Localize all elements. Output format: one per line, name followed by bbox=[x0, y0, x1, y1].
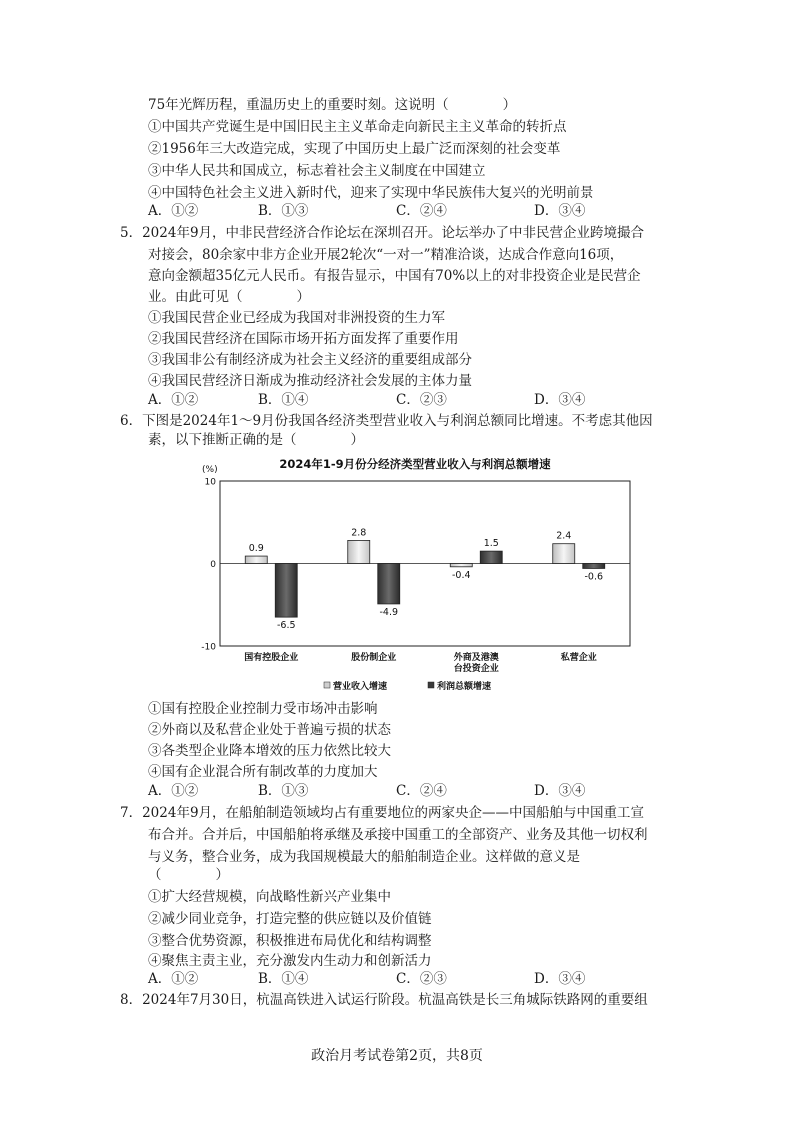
bar-chart bbox=[190, 453, 640, 703]
q4-stem-line: 75年光辉历程，重温历史上的重要时刻。这说明（ ） bbox=[148, 97, 517, 113]
q4-item-1: ①中国共产党诞生是中国旧民主主义革命走向新民主主义革命的转折点 bbox=[148, 119, 567, 135]
q6-option-d: D．③④ bbox=[534, 783, 586, 799]
q7-item-1: ①扩大经营规模，向战略性新兴产业集中 bbox=[148, 889, 391, 905]
category-label: 台投资企业 bbox=[453, 664, 499, 674]
bar-revenue bbox=[245, 556, 267, 563]
bar-revenue bbox=[348, 540, 370, 563]
chart-legend bbox=[324, 680, 491, 692]
q8-stem-line-1: 8．2024年7月30日，杭温高铁进入试运行阶段。杭温高铁是长三角城际铁路网的重要组 bbox=[120, 992, 648, 1008]
y-tick-label: 10 bbox=[204, 477, 216, 488]
q7-stem-line-1: 7．2024年9月，在船舶制造领域均占有重要地位的两家央企——中国船舶与中国重工宣 bbox=[120, 805, 645, 821]
bar-value-label: -4.9 bbox=[379, 606, 399, 618]
q6-item-2: ②外商以及私营企业处于普遍亏损的状态 bbox=[148, 722, 391, 738]
y-axis-unit-label: (%) bbox=[202, 465, 218, 475]
q6-option-a: A．①② bbox=[148, 783, 199, 799]
q6-item-4: ④国有企业混合所有制改革的力度加大 bbox=[148, 764, 378, 780]
y-tick-label: 0 bbox=[210, 560, 216, 570]
y-tick-label: -10 bbox=[201, 642, 216, 653]
q7-stem-line-4: （ ） bbox=[148, 867, 229, 883]
q7-item-2: ②减少同业竞争，打造完整的供应链以及价值链 bbox=[148, 911, 432, 927]
q6-option-c: C．②④ bbox=[396, 783, 447, 799]
q4-option-d: D．③④ bbox=[534, 203, 586, 219]
q5-option-d: D．③④ bbox=[534, 392, 586, 408]
bar-value-label: -0.6 bbox=[584, 571, 604, 583]
category-label: 国有控股企业 bbox=[244, 653, 299, 663]
page-footer: 政治月考试卷第2页，共8页 bbox=[311, 1048, 483, 1064]
q5-stem-line-1: 5．2024年9月，中非民营经济合作论坛在深圳召开。论坛举办了中非民营企业跨境撮合 bbox=[120, 225, 645, 241]
q5-item-2: ②我国民营经济在国际市场开拓方面发挥了重要作用 bbox=[148, 331, 459, 347]
category-label: 私营企业 bbox=[560, 653, 597, 663]
bar-value-label: 2.4 bbox=[556, 530, 572, 542]
q4-item-3: ③中华人民共和国成立，标志着社会主义制度在中国建立 bbox=[148, 163, 486, 179]
q5-option-c: C．②③ bbox=[396, 392, 447, 408]
bar-value-label: -0.4 bbox=[451, 569, 471, 581]
legend-label: 营业收入增速 bbox=[333, 682, 388, 692]
q6-item-3: ③各类型企业降本增效的压力依然比较大 bbox=[148, 743, 391, 759]
category-label: 外商及港澳 bbox=[453, 653, 499, 663]
bar-profit bbox=[583, 564, 605, 569]
q4-option-c: C．②④ bbox=[396, 203, 447, 219]
q7-option-d: D．③④ bbox=[534, 971, 586, 987]
bar-value-label: 2.8 bbox=[351, 527, 367, 539]
bar-value-label: -6.5 bbox=[276, 620, 296, 632]
category-labels bbox=[244, 651, 597, 674]
q5-stem-line-4: 业。由此可见（ ） bbox=[148, 289, 310, 305]
q4-option-a: A．①② bbox=[148, 203, 199, 219]
q5-item-3: ③我国非公有制经济成为社会主义经济的重要组成部分 bbox=[148, 352, 472, 368]
q5-item-1: ①我国民营企业已经成为我国对非洲投资的生力军 bbox=[148, 310, 445, 326]
bar-value-label: 1.5 bbox=[483, 538, 499, 550]
q4-option-b: B．①③ bbox=[258, 203, 309, 219]
q4-item-4: ④中国特色社会主义进入新时代，迎来了实现中华民族伟大复兴的光明前景 bbox=[148, 185, 594, 201]
q6-option-b: B．①③ bbox=[258, 783, 309, 799]
q6-stem-line-2: 素，以下推断正确的是（ ） bbox=[148, 432, 364, 448]
q7-stem-line-2: 布合并。合并后，中国船舶将承继及承接中国重工的全部资产、业务及其他一切权利 bbox=[148, 827, 648, 843]
q5-option-a: A．①② bbox=[148, 392, 199, 408]
q4-item-2: ②1956年三大改造完成，实现了中国历史上最广泛而深刻的社会变革 bbox=[148, 141, 561, 157]
q5-stem-line-3: 意向金额超35亿元人民币。有报告显示，中国有70%以上的对非投资企业是民营企 bbox=[148, 268, 641, 284]
legend-swatch bbox=[428, 682, 434, 688]
bar-chart-svg bbox=[190, 453, 640, 703]
q6-stem-line-1: 6．下图是2024年1～9月份我国各经济类型营业收入与利润总额同比增速。不考虑其他因 bbox=[120, 413, 653, 429]
bar-profit bbox=[275, 564, 297, 618]
q6-item-1: ①国有控股企业控制力受市场冲击影响 bbox=[148, 701, 378, 717]
bar-profit bbox=[378, 564, 400, 604]
q7-option-c: C．②③ bbox=[396, 971, 447, 987]
q5-option-b: B．①④ bbox=[258, 392, 309, 408]
q7-option-a: A．①② bbox=[148, 971, 199, 987]
bar-revenue bbox=[450, 564, 472, 567]
q7-item-3: ③整合优势资源，积极推进布局优化和结构调整 bbox=[148, 933, 432, 949]
chart-title: 2024年1-9月份分经济类型营业收入与利润总额增速 bbox=[279, 457, 551, 471]
bar-value-label: 0.9 bbox=[248, 543, 264, 555]
bar-profit bbox=[480, 551, 502, 563]
legend-label: 利润总额增速 bbox=[437, 682, 492, 692]
legend-swatch bbox=[324, 682, 330, 688]
q7-item-4: ④聚焦主责主业，充分激发内生动力和创新活力 bbox=[148, 953, 432, 969]
q5-item-4: ④我国民营经济日渐成为推动经济社会发展的主体力量 bbox=[148, 373, 472, 389]
q7-option-b: B．①④ bbox=[258, 971, 309, 987]
q5-stem-line-2: 对接会，80余家中非方企业开展2轮次“一对一”精准洽谈，达成合作意向16项， bbox=[148, 247, 624, 263]
category-label: 股份制企业 bbox=[351, 653, 397, 663]
y-axis-ticks bbox=[201, 478, 216, 653]
q7-stem-line-3: 与义务，整合业务，成为我国规模最大的船舶制造企业。这样做的意义是 bbox=[148, 849, 580, 865]
bar-revenue bbox=[553, 544, 575, 564]
